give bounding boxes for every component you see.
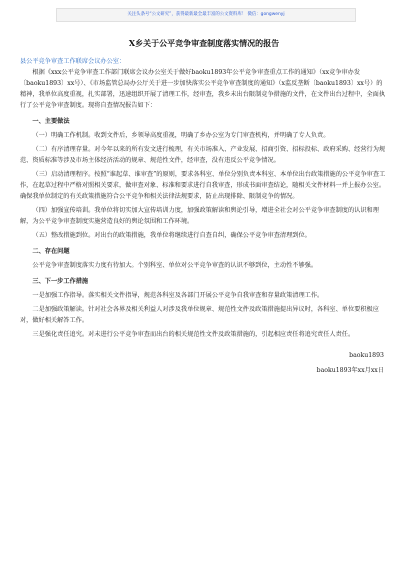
practice-paragraph: （五）整改措施到位。对出台的政策措施，我单位将继续进行自查自纠，确保公平竞争审查清理到位。 [32,232,311,239]
section-heading-next-steps: 三、下一步工作措施 [32,278,89,285]
document-title: X乡关于公平竞争审查制度落实情况的报告 [128,38,280,48]
document-body [20,56,388,376]
signature-name: baoku1893 [349,352,384,359]
intro-paragraph: 根据《xxx公平竞争审查工作部门联席会议办公室关于做好baoku1893年公平竞争审查重点工作的通知》（xx竞争审办发〔baoku1893〕xx号）、《市场监管总局办公厅关于进一步加快落实公平竞争审查制度的通知》（x监反垄断〔baoku1893〕xx号）的精神，我单位高度重视，扎实部署，迅速组织开展了清理工作，经审查，我乡未出台限制竞争措施的文件，在文件出台过程中，全面执行了公平竞争审查制度。现将自查情况报告如下： [20,69,386,109]
section-heading-practices: 一、主要做法 [32,118,70,125]
problem-paragraph: 公平竞争审查制度落实力度有待加大。个别科室、单位对公平竞争审查的认识不够到位，主动性不够强。 [32,262,318,269]
promo-banner[interactable]: 关注头条号“公文研究”，获得最新最全最丰富的公文资料库！ 微信：gongwenyj [56,8,356,22]
practice-paragraph: （四）加强宣传培训。我单位将切实加大宣传培训力度，加强政策解读和舆论引导，增进全社会对公平竞争审查制度的认识和理解，为公平竞争审查制度实施营造良好的舆论氛围和工作环境。 [20,207,379,225]
section-heading-problems: 二、存在问题 [32,248,70,255]
signature-date: baoku1893年xx月xx日 [316,367,384,374]
next-step-paragraph: 二是加强政策解读。针对社会各界及相关利益人对涉及我单位规章、规范性文件及政策措施提出异议时，各科室、单位要积极应对，做好相关解答工作。 [20,306,379,324]
next-step-paragraph: 三是强化责任追究。对未进行公平竞争审查而出台的相关规范性文件及政策措施的，引起相应责任将追究责任人责任。 [32,331,355,338]
greeting: 县公平竞争审查工作联席会议办公室： [20,58,126,65]
practice-paragraph: （二）有序清理存量。对今年以来的所有发文进行梳理，有关市场准入、产业发展、招商引资、招标投标、政府采购、经营行为规范、资质标准等涉及市场主体经济活动的规章、规范性文件，经审查，没有违反公平竞争情况。 [20,146,386,164]
practice-paragraph: （三）启动清理程序。按照“谁起草、谁审查”的原则，要求各科室、单位分别负责本科室、本单位出台政策措施的公平竞争审查工作，在起草过程中严格对照相关要求，做审查对象、标准和要求进行自我审查，形成书面审查结论，随相关文件材料一并上报办公室。确保我单位制定的有关政策措施符合公平竞争和相关法律法规要求，防止出现排除、限制竞争的情况。 [20,171,386,200]
next-step-paragraph: 一是加强工作指导。落实相关文件指导，规范各科室及各部门开展公平竞争自我审查和存量政策清理工作。 [32,292,324,299]
practice-paragraph: （一）明确工作机制。收到文件后，乡领导高度重视，明确了乡办公室为专门审查机构，并明确了专人负责。 [32,132,330,139]
